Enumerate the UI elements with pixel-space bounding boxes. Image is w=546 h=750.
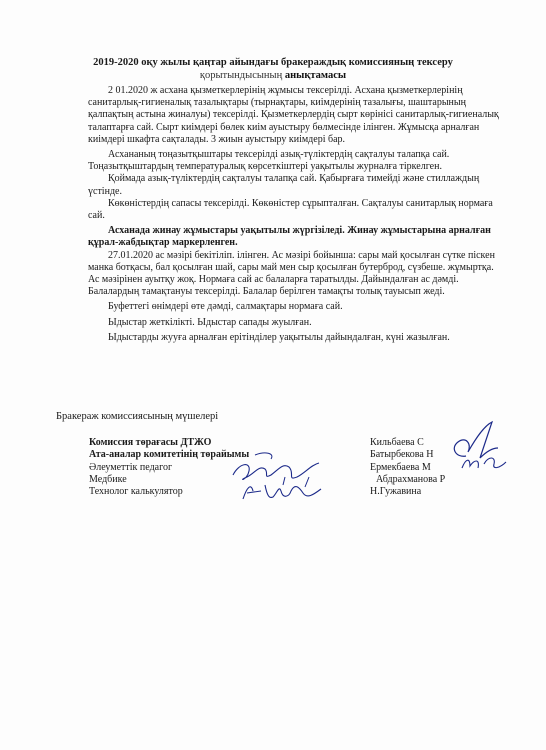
paragraph-buffet: Буфеттегі өнімдері өте дәмді, салмақтары нормаға сай. [108, 301, 343, 313]
paragraph-menu: 27.01.2020 ас мәзірі бекітіліп. ілінген. Ас мәзірі бойынша: сары май қосылған сүтке піскен манка ботқасы, бал қосылған шай, сары май мен сыр қосылған бутерброд, сүзбеше. жұмыртқа. Ас мәзірінен ауытқу жоқ. Нормаға сай ас балаларға таратылды. Дайындалған ас дәмді. Балалардың тамақтануы тексерілді. Балалар берілген тамақты толық тауысып жеді. [88, 249, 495, 298]
name-parents-committee: Батырбекова Н [370, 449, 434, 461]
paragraph-vegetables: Көкөністердің сапасы тексерілді. Көкөністер сұрыпталған. Сақталуы санитарлық нормаға сай. [88, 197, 493, 222]
paragraph-storage: Қоймада азық-түліктердің сақталуы талапқа сай. Қабырғаға тимейді және стиллаждың үстінде. [88, 173, 480, 197]
title-line-2-prefix: қорытындысының [199, 70, 285, 81]
paragraph-dishes: Ыдыстар жеткілікті. Ыдыстар сапады жуылған. [108, 316, 312, 328]
role-chair: Комиссия төрағасы ДТЖО [89, 437, 212, 448]
signatures-center [225, 447, 335, 507]
document-body [88, 85, 506, 344]
name-social-pedagogue: Ермекбаева М [370, 461, 431, 473]
role-social-pedagogue: Әлеуметтік педагог [89, 461, 173, 473]
members-title: Бракераж комиссиясының мүшелері [56, 411, 219, 422]
name-nurse: Абдрахманова Р [376, 473, 446, 485]
name-technologist: Н.Гужавина [370, 486, 422, 498]
role-technologist: Технолог калькулятор [89, 486, 183, 498]
signatures-right [440, 418, 520, 478]
title-line-2 [0, 69, 546, 82]
document-title [0, 56, 546, 82]
role-nurse: Медбике [89, 473, 127, 485]
role-parents-committee: Ата-аналар комитетінің төрайымы [89, 449, 250, 461]
paragraph-detergents: Ыдыстарды жууға арналған ерітінділер уақытылы дайындалған, күні жазылған. [108, 331, 450, 343]
names-column [370, 437, 445, 498]
paragraph-cleaning: Асханада жинау жұмыстары уақытылы жүргізіледі. Жинау жұмыстарына арналған құрал-жабдықтар маркерленген. [88, 225, 491, 249]
title-line-1: 2019-2020 оқу жылы қаңтар айындағы бракераждық комиссияның тексеру [93, 57, 453, 68]
paragraph-staff: 2 01.2020 ж асхана қызметкерлерінің жұмысы тексерілді. Асхана қызметкерлерінің санитарлық-гигиеналық тазалықтары (тырнақтары, киімдерінің тазалығы, шаштарының қалпақтың астына жиналуы) тексерілді. Қызметкерлердің сырт көрінісі санитарлық-гигиеналық талаптарға сай. Сырт киімдері бөлек киім ауыстыру бөлмесінде ілінген. Жұмысқа арналған киімдері шкафта сақталады. 3 жиын ауыстыру киімдері бар. [88, 85, 499, 145]
paragraph-fridges: Асхананың тоңазытқыштары тексерілді азық-түліктердің сақталуы талапқа сай. Тоңазытқыштардың температуралық көрсеткіштері уақытылы журналға тіркелген. [88, 149, 450, 173]
name-chair: Кильбаева С [370, 437, 424, 448]
title-line-2-bold: анықтамасы [284, 70, 347, 81]
